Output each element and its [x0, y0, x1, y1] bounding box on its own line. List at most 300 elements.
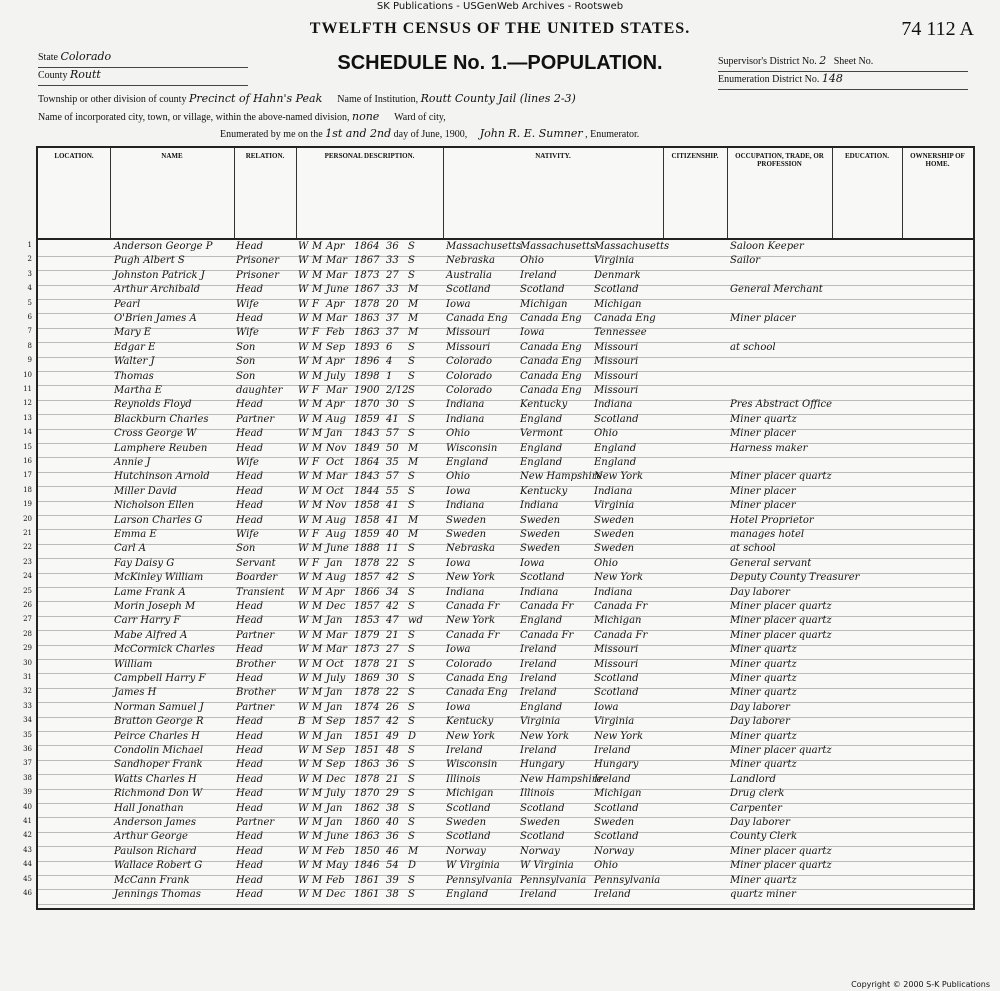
cell-n: 14 — [23, 428, 32, 437]
supervisor-value: 2 — [819, 54, 827, 67]
cell-occ: Miner placer — [730, 313, 796, 324]
cell-race: W — [298, 327, 309, 339]
cell-rel: Head — [236, 284, 264, 296]
cell-month: July — [326, 673, 346, 684]
cell-b3: Michigan — [594, 298, 642, 310]
cell-name: James H — [114, 687, 157, 699]
cell-n: 13 — [23, 413, 32, 422]
cell-b2: Canada Eng — [520, 370, 582, 382]
cell-age: 36 — [386, 759, 399, 771]
cell-occ: Landlord — [730, 773, 776, 785]
cell-sex: M — [312, 817, 323, 828]
cell-year: 1863 — [354, 313, 380, 324]
cell-race: W — [298, 543, 309, 555]
cell-b1: England — [446, 889, 489, 900]
cell-age: 22 — [386, 687, 399, 699]
cell-b1: Indiana — [446, 413, 485, 425]
cell-name: Edgar E — [114, 341, 156, 353]
cell-occ: Day laborer — [730, 701, 790, 713]
cell-ms: S — [408, 572, 415, 584]
cell-name: Emma E — [114, 529, 157, 540]
enumeration-line: Enumeration District No. 148 — [718, 72, 968, 90]
cell-ms: S — [408, 269, 415, 281]
cell-rel: Head — [236, 860, 264, 872]
cell-year: 1896 — [354, 356, 380, 368]
county-value: Routt — [69, 68, 101, 81]
cell-occ: Deputy County Treasurer — [730, 572, 860, 584]
cell-b2: Illinois — [520, 788, 555, 800]
incorporated-line: Name of incorporated city, town, or village, within the above-named division, none Ward of city, — [38, 110, 446, 123]
cell-n: 34 — [23, 716, 32, 725]
cell-b3: Scotland — [594, 284, 639, 296]
cell-month: Aug — [326, 572, 347, 584]
cell-sex: M — [312, 284, 323, 296]
cell-occ: Day laborer — [730, 817, 790, 828]
cell-month: Jan — [326, 687, 343, 699]
cell-month: Jan — [326, 802, 343, 814]
cell-month: Aug — [326, 514, 347, 526]
cell-race: W — [298, 629, 309, 641]
cell-b2: England — [520, 615, 563, 627]
cell-b1: Canada Fr — [446, 601, 500, 612]
cell-b3: Canada Eng — [594, 313, 656, 324]
enumerator-name: John R. E. Sumner — [479, 127, 583, 140]
cell-month: Aug — [326, 529, 347, 540]
cell-rel: Head — [236, 471, 264, 483]
cell-age: 57 — [386, 471, 399, 483]
col-relation: RELATION. — [234, 148, 297, 238]
cell-month: Aug — [326, 413, 347, 425]
cell-month: May — [326, 860, 348, 872]
cell-occ: at school — [730, 543, 776, 555]
incorporated-value: none — [352, 110, 380, 123]
cell-b2: Virginia — [520, 716, 561, 728]
cell-month: Apr — [326, 356, 345, 368]
cell-n: 4 — [27, 284, 32, 293]
cell-b1: Iowa — [446, 644, 471, 656]
cell-name: Carr Harry F — [114, 615, 181, 627]
cell-age: 37 — [386, 313, 399, 324]
cell-b1: New York — [446, 730, 495, 742]
cell-rel: Partner — [236, 817, 275, 828]
cell-month: Jan — [326, 730, 343, 742]
cell-age: 47 — [386, 615, 399, 627]
cell-occ: quartz miner — [730, 889, 796, 900]
cell-age: 21 — [386, 773, 399, 785]
cell-b3: Ohio — [594, 428, 618, 440]
cell-name: Morin Joseph M — [114, 601, 196, 612]
cell-month: Mar — [326, 255, 347, 267]
cell-rel: Head — [236, 399, 264, 411]
cell-n: 2 — [27, 255, 32, 264]
cell-year: 1857 — [354, 716, 380, 728]
cell-name: Lamphere Reuben — [114, 442, 208, 454]
cell-month: Jan — [326, 557, 343, 569]
cell-ms: S — [408, 817, 415, 828]
cell-name: Arthur Archibald — [114, 284, 201, 296]
cell-b1: Wisconsin — [446, 759, 498, 771]
cell-age: 27 — [386, 269, 399, 281]
cell-b3: Ireland — [594, 745, 631, 756]
cell-b1: Massachusetts — [446, 241, 522, 252]
cell-ms: M — [408, 327, 419, 339]
cell-b2: Hungary — [520, 759, 565, 771]
cell-ms: S — [408, 745, 415, 756]
cell-race: W — [298, 889, 309, 900]
col-personal: PERSONAL DESCRIPTION. — [296, 148, 444, 238]
cell-occ: Miner quartz — [730, 658, 797, 670]
cell-n: 8 — [27, 341, 32, 350]
cell-name: William — [114, 658, 153, 670]
cell-rel: Partner — [236, 701, 275, 713]
cell-occ: General Merchant — [730, 284, 823, 296]
cell-name: McKinley William — [114, 572, 204, 584]
cell-b1: Michigan — [446, 788, 494, 800]
cell-sex: M — [312, 471, 323, 483]
col-location: LOCATION. — [38, 148, 111, 238]
cell-ms: S — [408, 543, 415, 555]
cell-month: Oct — [326, 457, 344, 468]
cell-n: 29 — [23, 644, 32, 653]
cell-b1: Canada Eng — [446, 313, 508, 324]
cell-sex: M — [312, 644, 323, 656]
cell-n: 28 — [23, 629, 32, 638]
cell-name: Pugh Albert S — [114, 255, 185, 267]
cell-month: Apr — [326, 298, 345, 310]
cell-n: 38 — [23, 773, 32, 782]
cell-b2: New York — [520, 730, 569, 742]
cell-age: 35 — [386, 457, 399, 468]
cell-b1: Sweden — [446, 514, 487, 526]
cell-ms: S — [408, 658, 415, 670]
cell-race: W — [298, 845, 309, 857]
cell-name: Anderson James — [114, 817, 197, 828]
cell-year: 1857 — [354, 572, 380, 584]
cell-b3: Denmark — [594, 269, 641, 281]
cell-b3: Tennessee — [594, 327, 647, 339]
cell-b2: Norway — [520, 845, 560, 857]
cell-month: Dec — [326, 773, 346, 785]
cell-age: 54 — [386, 860, 399, 872]
cell-ms: S — [408, 874, 415, 886]
cell-ms: S — [408, 428, 415, 440]
cell-sex: M — [312, 745, 323, 756]
cell-race: W — [298, 759, 309, 771]
cell-b1: New York — [446, 572, 495, 584]
cell-b2: Ireland — [520, 269, 557, 281]
cell-rel: Head — [236, 514, 264, 526]
cell-n: 21 — [23, 529, 32, 537]
cell-race: W — [298, 341, 309, 353]
cell-race: W — [298, 874, 309, 886]
cell-sex: M — [312, 845, 323, 857]
cell-sex: M — [312, 255, 323, 267]
cell-age: 22 — [386, 557, 399, 569]
cell-b2: New Hampshire — [520, 471, 603, 483]
census-table — [23, 146, 975, 910]
cell-b1: Kentucky — [446, 716, 494, 728]
cell-n: 5 — [27, 298, 32, 307]
cell-b1: Pennsylvania — [446, 874, 513, 886]
cell-month: Oct — [326, 485, 344, 497]
cell-n: 11 — [23, 385, 32, 393]
cell-month: Jan — [326, 701, 343, 713]
cell-year: 1859 — [354, 413, 380, 425]
cell-ms: M — [408, 313, 419, 324]
cell-month: Nov — [326, 500, 347, 512]
cell-sex: M — [312, 658, 323, 670]
cell-rel: Head — [236, 745, 264, 756]
cell-b1: Iowa — [446, 298, 471, 310]
cell-rel: Head — [236, 759, 264, 771]
cell-b2: Canada Eng — [520, 313, 582, 324]
cell-b2: Iowa — [520, 327, 545, 339]
cell-n: 31 — [23, 673, 32, 681]
cell-b2: Indiana — [520, 500, 559, 512]
cell-month: Feb — [326, 874, 345, 886]
cell-year: 1858 — [354, 500, 380, 512]
cell-sex: F — [312, 298, 319, 310]
cell-n: 40 — [23, 802, 32, 811]
cell-b2: Scotland — [520, 284, 565, 296]
cell-ms: M — [408, 284, 419, 296]
cell-b1: Australia — [446, 269, 492, 281]
cell-race: W — [298, 385, 309, 396]
cell-occ: Miner placer — [730, 485, 796, 497]
cell-sex: F — [312, 557, 319, 569]
cell-n: 45 — [23, 874, 32, 883]
cell-n: 36 — [23, 745, 32, 753]
cell-sex: M — [312, 356, 323, 368]
cell-month: Mar — [326, 629, 347, 641]
cell-age: 42 — [386, 572, 399, 584]
cell-n: 7 — [27, 327, 32, 336]
cell-b3: Canada Fr — [594, 601, 648, 612]
cell-sex: M — [312, 831, 323, 843]
cell-month: June — [326, 543, 349, 555]
cell-b3: Pennsylvania — [594, 874, 661, 886]
cell-b2: Ireland — [520, 644, 557, 656]
cell-occ: Miner placer quartz — [730, 629, 832, 641]
cell-year: 1849 — [354, 442, 380, 454]
cell-b3: Sweden — [594, 817, 635, 828]
cell-year: 1858 — [354, 514, 380, 526]
cell-month: Sep — [326, 716, 346, 728]
cell-ms: S — [408, 701, 415, 713]
cell-b2: Massachusetts — [520, 241, 596, 252]
cell-race: W — [298, 658, 309, 670]
cell-ms: M — [408, 442, 419, 454]
cell-sex: M — [312, 730, 323, 742]
cell-b3: New York — [594, 471, 643, 483]
cell-name: Jennings Thomas — [114, 889, 201, 900]
cell-sex: M — [312, 485, 323, 497]
cell-year: 1866 — [354, 586, 380, 598]
cell-sex: M — [312, 601, 323, 612]
cell-ms: S — [408, 759, 415, 771]
cell-ms: S — [408, 370, 415, 382]
cell-rel: Head — [236, 500, 264, 512]
cell-month: Apr — [326, 399, 345, 411]
cell-b3: Missouri — [594, 341, 639, 353]
cell-year: 1870 — [354, 399, 380, 411]
cell-year: 1873 — [354, 269, 380, 281]
cell-ms: S — [408, 255, 415, 267]
cell-age: 40 — [386, 529, 399, 540]
cell-ms: S — [408, 687, 415, 699]
county-line: County Routt — [38, 68, 248, 86]
cell-n: 44 — [23, 860, 32, 869]
cell-month: Mar — [326, 385, 347, 396]
cell-b1: Nebraska — [446, 543, 495, 555]
cell-n: 17 — [23, 471, 32, 480]
cell-year: 1862 — [354, 802, 380, 814]
cell-rel: Head — [236, 845, 264, 857]
cell-name: Larson Charles G — [114, 514, 203, 526]
cell-year: 1878 — [354, 298, 380, 310]
cell-b1: Missouri — [446, 341, 491, 353]
cell-b3: Iowa — [594, 701, 619, 713]
cell-race: W — [298, 399, 309, 411]
cell-rel: Head — [236, 788, 264, 800]
cell-ms: S — [408, 500, 415, 512]
cell-sex: M — [312, 788, 323, 800]
cell-b3: Michigan — [594, 788, 642, 800]
cell-rel: Head — [236, 773, 264, 785]
cell-occ: Miner placer quartz — [730, 601, 832, 612]
cell-sex: M — [312, 442, 323, 454]
cell-occ: Miner placer quartz — [730, 845, 832, 857]
cell-b2: Kentucky — [520, 485, 568, 497]
cell-rel: Wife — [236, 529, 259, 540]
cell-occ: Sailor — [730, 255, 761, 267]
cell-n: 1 — [27, 241, 32, 249]
cell-race: W — [298, 572, 309, 584]
cell-ms: S — [408, 773, 415, 785]
cell-rel: Wife — [236, 327, 259, 339]
cell-sex: M — [312, 341, 323, 353]
cell-race: W — [298, 802, 309, 814]
cell-n: 37 — [23, 759, 32, 768]
cell-month: Nov — [326, 442, 347, 454]
cell-n: 41 — [23, 817, 32, 825]
col-nativity: NATIVITY. — [443, 148, 664, 238]
cell-year: 1861 — [354, 874, 380, 886]
cell-rel: Head — [236, 673, 264, 684]
cell-ms: S — [408, 802, 415, 814]
cell-name: Peirce Charles H — [114, 730, 200, 742]
cell-month: Mar — [326, 644, 347, 656]
cell-b2: Ireland — [520, 745, 557, 756]
cell-b2: Kentucky — [520, 399, 568, 411]
cell-age: 55 — [386, 485, 399, 497]
enumeration-value: 148 — [821, 72, 843, 85]
cell-occ: Day laborer — [730, 586, 790, 598]
col-education: EDUCATION. — [832, 148, 903, 238]
cell-sex: M — [312, 759, 323, 771]
table-header — [38, 148, 973, 240]
township-value: Precinct of Hahn's Peak — [188, 92, 323, 105]
cell-occ: Harness maker — [730, 442, 808, 454]
cell-ms: S — [408, 788, 415, 800]
cell-year: 1857 — [354, 601, 380, 612]
cell-sex: M — [312, 773, 323, 785]
cell-rel: Head — [236, 874, 264, 886]
cell-ms: S — [408, 241, 415, 252]
cell-race: W — [298, 557, 309, 569]
cell-age: 48 — [386, 745, 399, 756]
cell-b2: Vermont — [520, 428, 563, 440]
cell-rel: Wife — [236, 457, 259, 468]
cell-sex: F — [312, 529, 319, 540]
cell-month: Apr — [326, 241, 345, 252]
cell-b1: Canada Eng — [446, 687, 508, 699]
cell-year: 1878 — [354, 687, 380, 699]
cell-n: 10 — [23, 370, 32, 379]
cell-b3: Scotland — [594, 673, 639, 684]
cell-age: 42 — [386, 601, 399, 612]
cell-b1: Ireland — [446, 745, 483, 756]
cell-b1: Indiana — [446, 500, 485, 512]
cell-race: W — [298, 745, 309, 756]
cell-rel: Head — [236, 615, 264, 627]
cell-race: W — [298, 442, 309, 454]
cell-b1: Canada Eng — [446, 673, 508, 684]
cell-ms: M — [408, 529, 419, 540]
cell-ms: S — [408, 644, 415, 656]
cell-rel: Wife — [236, 298, 259, 310]
cell-ms: D — [408, 860, 417, 872]
cell-sex: M — [312, 716, 323, 728]
cell-ms: S — [408, 413, 415, 425]
cell-occ: Drug clerk — [730, 788, 785, 800]
cell-ms: S — [408, 831, 415, 843]
cell-age: 41 — [386, 413, 399, 425]
cell-b2: Ireland — [520, 687, 557, 699]
enumerated-line: Enumerated by me on the 1st and 2nd day of June, 1900, John R. E. Sumner , Enumerator. — [220, 127, 640, 140]
cell-n: 18 — [23, 485, 32, 494]
cell-month: Sep — [326, 745, 346, 756]
cell-race: W — [298, 701, 309, 713]
cell-b2: Sweden — [520, 543, 561, 555]
cell-ms: S — [408, 673, 415, 684]
cell-race: W — [298, 457, 309, 468]
cell-b2: Sweden — [520, 529, 561, 540]
cell-year: 1843 — [354, 471, 380, 483]
cell-race: W — [298, 356, 309, 368]
cell-age: 38 — [386, 802, 399, 814]
cell-b1: Sweden — [446, 529, 487, 540]
cell-year: 1850 — [354, 845, 380, 857]
cell-year: 1867 — [354, 255, 380, 267]
cell-rel: Head — [236, 485, 264, 497]
cell-b1: Iowa — [446, 557, 471, 569]
cell-occ: Miner placer — [730, 428, 796, 440]
col-occupation: OCCUPATION, TRADE, OR PROFESSION — [727, 148, 833, 238]
cell-month: June — [326, 831, 349, 843]
cell-race: W — [298, 673, 309, 684]
cell-sex: M — [312, 860, 323, 872]
cell-age: 49 — [386, 730, 399, 742]
cell-ms: S — [408, 385, 415, 396]
cell-month: Mar — [326, 269, 347, 281]
cell-sex: M — [312, 543, 323, 555]
cell-month: Sep — [326, 759, 346, 771]
cell-sex: M — [312, 241, 323, 252]
cell-month: Sep — [326, 341, 346, 353]
cell-month: Jan — [326, 428, 343, 440]
cell-sex: M — [312, 572, 323, 584]
